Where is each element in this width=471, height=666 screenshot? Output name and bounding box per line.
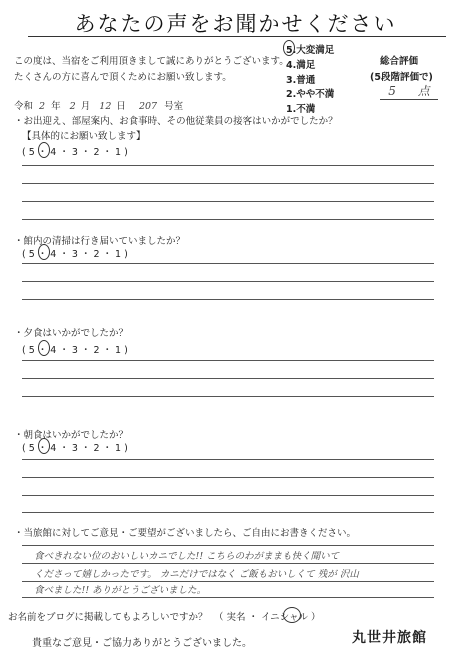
- legend-item-1: 1.不満: [286, 104, 316, 115]
- blog-selected-circle: [283, 607, 301, 623]
- comment-handwritten-2: くださって嬉しかったです。 カニだけではなく ご飯もおいしくて 残が 沢山: [34, 569, 359, 580]
- overall-score: [380, 82, 438, 100]
- question-3-label: ・夕食はいかがでしたか？: [14, 328, 129, 339]
- comment-line: [22, 545, 434, 546]
- blog-question: お名前をブログに掲載してもよろしいですか？: [8, 612, 208, 623]
- title-underline: [28, 36, 446, 37]
- answer-line: [22, 299, 434, 300]
- overall-value: 5: [388, 84, 396, 98]
- legend-item-5: 5.大変満足: [286, 45, 335, 56]
- answer-line: [22, 396, 434, 397]
- answer-line: [22, 219, 434, 220]
- stay-year: 2: [39, 101, 46, 112]
- page-title: あなたの声をお聞かせください: [74, 12, 397, 36]
- overall-label: 総合評価: [380, 56, 419, 67]
- answer-line: [22, 201, 434, 202]
- question-1-scale: ( 5 ・ 4 ・ 3 ・ 2 ・ 1 ): [22, 147, 128, 158]
- answer-line: [22, 263, 434, 264]
- stay-month: 2: [69, 101, 76, 112]
- stay-month-unit: 月: [80, 101, 91, 112]
- answer-line: [22, 360, 434, 361]
- comment-handwritten-3: 食べました!! ありがとうございました。: [34, 585, 207, 596]
- stay-era: 令和: [14, 101, 34, 112]
- question-4-label: ・朝食はいかがでしたか？: [14, 430, 129, 441]
- answer-line: [22, 495, 434, 496]
- intro-line-1: この度は、当宿をご利用頂きまして誠にありがとうございます。: [14, 56, 289, 67]
- stay-room-unit: 号室: [164, 101, 184, 112]
- answer-line: [22, 183, 434, 184]
- question-2-scale: ( 5 ・ 4 ・ 3 ・ 2 ・ 1 ): [22, 249, 128, 260]
- legend-item-3: 3.普通: [286, 75, 316, 86]
- legend-item-2: 2.やや不満: [286, 89, 335, 100]
- stay-year-unit: 年: [51, 101, 61, 112]
- question-1-selected-circle: [38, 142, 50, 158]
- comment-line: [22, 563, 434, 564]
- legend-item-4: 4.満足: [286, 60, 316, 71]
- answer-line: [22, 477, 434, 478]
- footer-thanks: 貴重なご意見・ご協力ありがとうございました。: [32, 638, 252, 649]
- blog-options: （ 実名 ・ イニシャル ）: [214, 612, 321, 623]
- answer-line: [22, 459, 434, 460]
- legend-check-mark: [283, 40, 295, 56]
- answer-line: [22, 512, 434, 513]
- answer-line: [22, 165, 434, 166]
- stay-room: 207: [138, 101, 158, 112]
- overall-sub: (5段階評価で): [370, 72, 433, 83]
- question-3-scale: ( 5 ・ 4 ・ 3 ・ 2 ・ 1 ): [22, 345, 128, 356]
- question-1-note: 【具体的にお願い致します】: [22, 131, 146, 142]
- question-4-scale: ( 5 ・ 4 ・ 3 ・ 2 ・ 1 ): [22, 443, 128, 454]
- stay-day: 12: [99, 101, 112, 112]
- comment-handwritten-1: 食べきれない位のおいしいカニでした!! こちらのわがままも快く聞いて: [34, 551, 340, 562]
- stay-info: [14, 98, 183, 112]
- answer-line: [22, 281, 434, 282]
- intro-line-2: たくさんの方に喜んで頂くためにお願い致します。: [14, 72, 232, 83]
- comment-line: [22, 597, 434, 598]
- answer-line: [22, 378, 434, 379]
- question-4-selected-circle: [38, 438, 50, 454]
- question-2-label: ・館内の清掃は行き届いていましたか？: [14, 236, 186, 247]
- question-1-label: ・お出迎え、部屋案内、お食事時、その他従業員の接客はいかがでしたか？: [14, 116, 338, 127]
- comments-label: ・当旅館に対してご意見・ご要望がございましたら、ご自由にお書きください。: [14, 528, 357, 539]
- question-3-selected-circle: [38, 340, 50, 356]
- inn-name: 丸世井旅館: [352, 630, 427, 646]
- stay-day-unit: 日: [116, 101, 126, 112]
- overall-unit: 点: [417, 84, 430, 98]
- question-2-selected-circle: [38, 244, 50, 260]
